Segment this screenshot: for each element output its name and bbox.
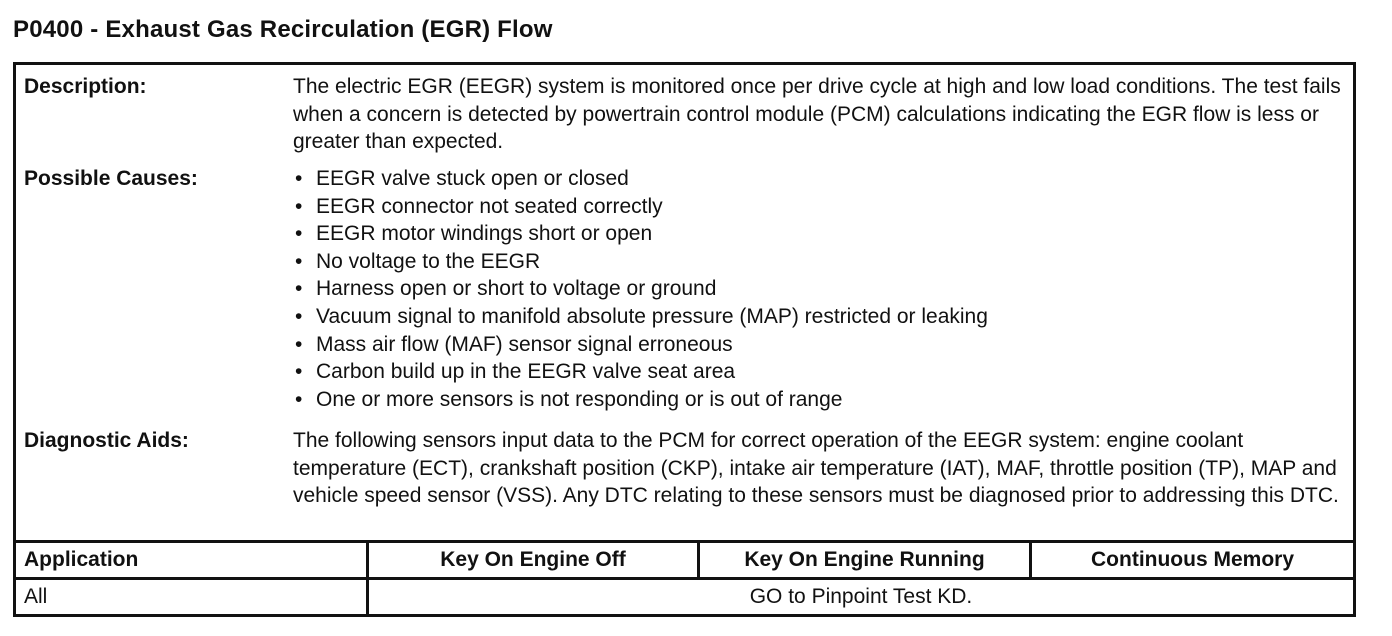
table-header-koeo: Key On Engine Off <box>440 548 626 571</box>
diagnostic-aids-label: Diagnostic Aids: <box>24 429 189 452</box>
list-item <box>293 386 1345 414</box>
description-text <box>293 73 1345 156</box>
list-item <box>293 358 1345 386</box>
bullet-icon: • <box>295 387 303 411</box>
bullet-icon: • <box>295 277 303 301</box>
cause-text: EEGR valve stuck open or closed <box>316 167 629 190</box>
description-label: Description: <box>24 75 147 98</box>
cause-text: EEGR connector not seated correctly <box>316 194 663 218</box>
cause-text: EEGR motor windings short or open <box>316 222 653 246</box>
bullet-icon: • <box>295 360 303 384</box>
list-item <box>293 248 1345 276</box>
list-item <box>293 275 1345 303</box>
list-item <box>293 331 1345 359</box>
bullet-icon: • <box>295 222 303 246</box>
cause-text: Carbon build up in the EEGR valve seat area <box>316 360 736 384</box>
table-cell-application: All <box>24 585 48 608</box>
table-header-continuous-memory: Continuous Memory <box>1091 548 1294 571</box>
possible-causes-section <box>16 165 1353 420</box>
bullet-icon: • <box>295 167 303 190</box>
table-header-application: Application <box>24 548 139 571</box>
cause-text: No voltage to the EEGR <box>316 249 541 273</box>
bullet-icon: • <box>295 332 303 356</box>
bullet-icon: • <box>295 194 303 218</box>
list-item <box>293 165 1345 193</box>
table-header-koer: Key On Engine Running <box>744 548 985 571</box>
description-paragraph: The electric EGR (EEGR) system is monitored once per drive cycle at high and low load conditions. The test fails when a concern is detected by powertrain control module (PCM) calculations indicating the EGR flow is less or greater than expected. <box>293 75 1341 153</box>
table-top-divider <box>16 540 1353 543</box>
possible-causes-label: Possible Causes: <box>24 167 198 190</box>
diagnostic-aids-text <box>293 427 1345 510</box>
possible-causes-body <box>293 165 1345 413</box>
diagnostic-aids-section <box>16 427 1353 539</box>
page-title: P0400 - Exhaust Gas Recirculation (EGR) Flow <box>13 16 553 43</box>
cause-text: One or more sensors is not responding or is out of range <box>316 387 843 411</box>
description-section <box>16 73 1353 163</box>
cause-text: Vacuum signal to manifold absolute pressure (MAP) restricted or leaking <box>316 304 988 328</box>
list-item <box>293 220 1345 248</box>
dtc-info-box <box>13 62 1356 617</box>
cause-text: Harness open or short to voltage or ground <box>316 277 717 301</box>
table-cell-action: GO to Pinpoint Test KD. <box>749 585 973 608</box>
bullet-icon: • <box>295 249 303 273</box>
diagnostic-aids-paragraph: The following sensors input data to the PCM for correct operation of the EEGR system: engine coolant temperature (ECT), crankshaft position (CKP), intake air temperature (IAT), MAF, throttle position (TP), MAP and vehicle speed sensor (VSS). Any DTC relating to these sensors must be diagnosed prior to addressing this DTC. <box>293 429 1339 507</box>
cause-text: Mass air flow (MAF) sensor signal erroneous <box>316 332 733 356</box>
bullet-icon: • <box>295 304 303 328</box>
list-item <box>293 303 1345 331</box>
causes-list <box>293 165 1345 413</box>
table-row-divider <box>16 577 1353 580</box>
list-item <box>293 193 1345 221</box>
